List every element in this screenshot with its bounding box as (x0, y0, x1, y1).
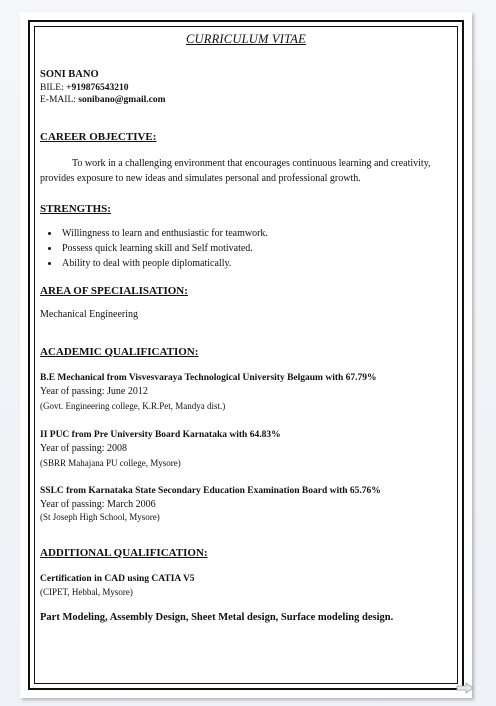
email-label: E-MAIL: (40, 95, 79, 105)
document-title: CURRICULUM VITAE (186, 32, 306, 46)
qualification-year: Year of passing: June 2012 (40, 386, 148, 397)
qualification-title: SSLC from Karnataka State Secondary Education Examination Board with 65.76% (40, 486, 381, 496)
qualification-entry (40, 484, 452, 524)
document-page (20, 12, 472, 698)
certification-title: Certification in CAD using CATIA V5 (40, 574, 195, 584)
candidate-name: SONI BANO (40, 69, 99, 80)
section-heading-career: CAREER OBJECTIVE: (40, 131, 157, 143)
qualification-year: Year of passing: March 2006 (40, 499, 156, 510)
qualification-entry (40, 428, 452, 470)
email-value: sonibano@gmail.com (78, 95, 166, 105)
list-item: • Ability to deal with people diplomatically. (60, 256, 452, 271)
specialisation-section (40, 284, 452, 322)
qualification-institution: (Govt. Engineering college, K.R.Pet, Mandya dist.) (40, 401, 226, 411)
contact-mobile (40, 82, 452, 94)
qualification-institution: (SBRR Mahajana PU college, Mysore) (40, 458, 181, 468)
certification-institution: (CIPET, Hebbal, Mysore) (40, 587, 133, 597)
section-heading-specialisation: AREA OF SPECIALISATION: (40, 285, 188, 297)
academic-section (40, 345, 452, 524)
additional-section (40, 546, 452, 625)
mobile-label: BILE: (40, 83, 67, 93)
list-item: • Possess quick learning skill and Self motivated. (60, 241, 452, 256)
page-turn-arrow-icon[interactable] (456, 682, 474, 694)
contact-email (40, 94, 452, 106)
qualification-title: II PUC from Pre University Board Karnataka with 64.83% (40, 430, 281, 440)
list-item: • Willingness to learn and enthusiastic for teamwork. (60, 226, 452, 241)
qualification-title: B.E Mechanical from Visvesvaraya Technological University Belgaum with 67.79% (40, 373, 377, 383)
section-heading-additional: ADDITIONAL QUALIFICATION: (40, 547, 208, 559)
mobile-value: +919876543210 (66, 83, 129, 93)
strengths-section (40, 202, 452, 271)
resume-content (40, 32, 452, 625)
section-heading-strengths: STRENGTHS: (40, 203, 111, 215)
career-section (40, 130, 452, 186)
certification-skills: Part Modeling, Assembly Design, Sheet Metal design, Surface modeling design. (40, 612, 394, 623)
strengths-list (40, 226, 452, 271)
qualification-entry (40, 371, 452, 413)
qualification-year: Year of passing: 2008 (40, 443, 128, 454)
career-objective-text: To work in a challenging environment that encourages continuous learning and creativity, provides exposure to new ideas and simulates personal and professional growth. (40, 158, 431, 184)
section-heading-academic: ACADEMIC QUALIFICATION: (40, 346, 199, 358)
specialisation-text: Mechanical Engineering (40, 309, 139, 320)
qualification-institution: (St Joseph High School, Mysore) (40, 512, 160, 522)
